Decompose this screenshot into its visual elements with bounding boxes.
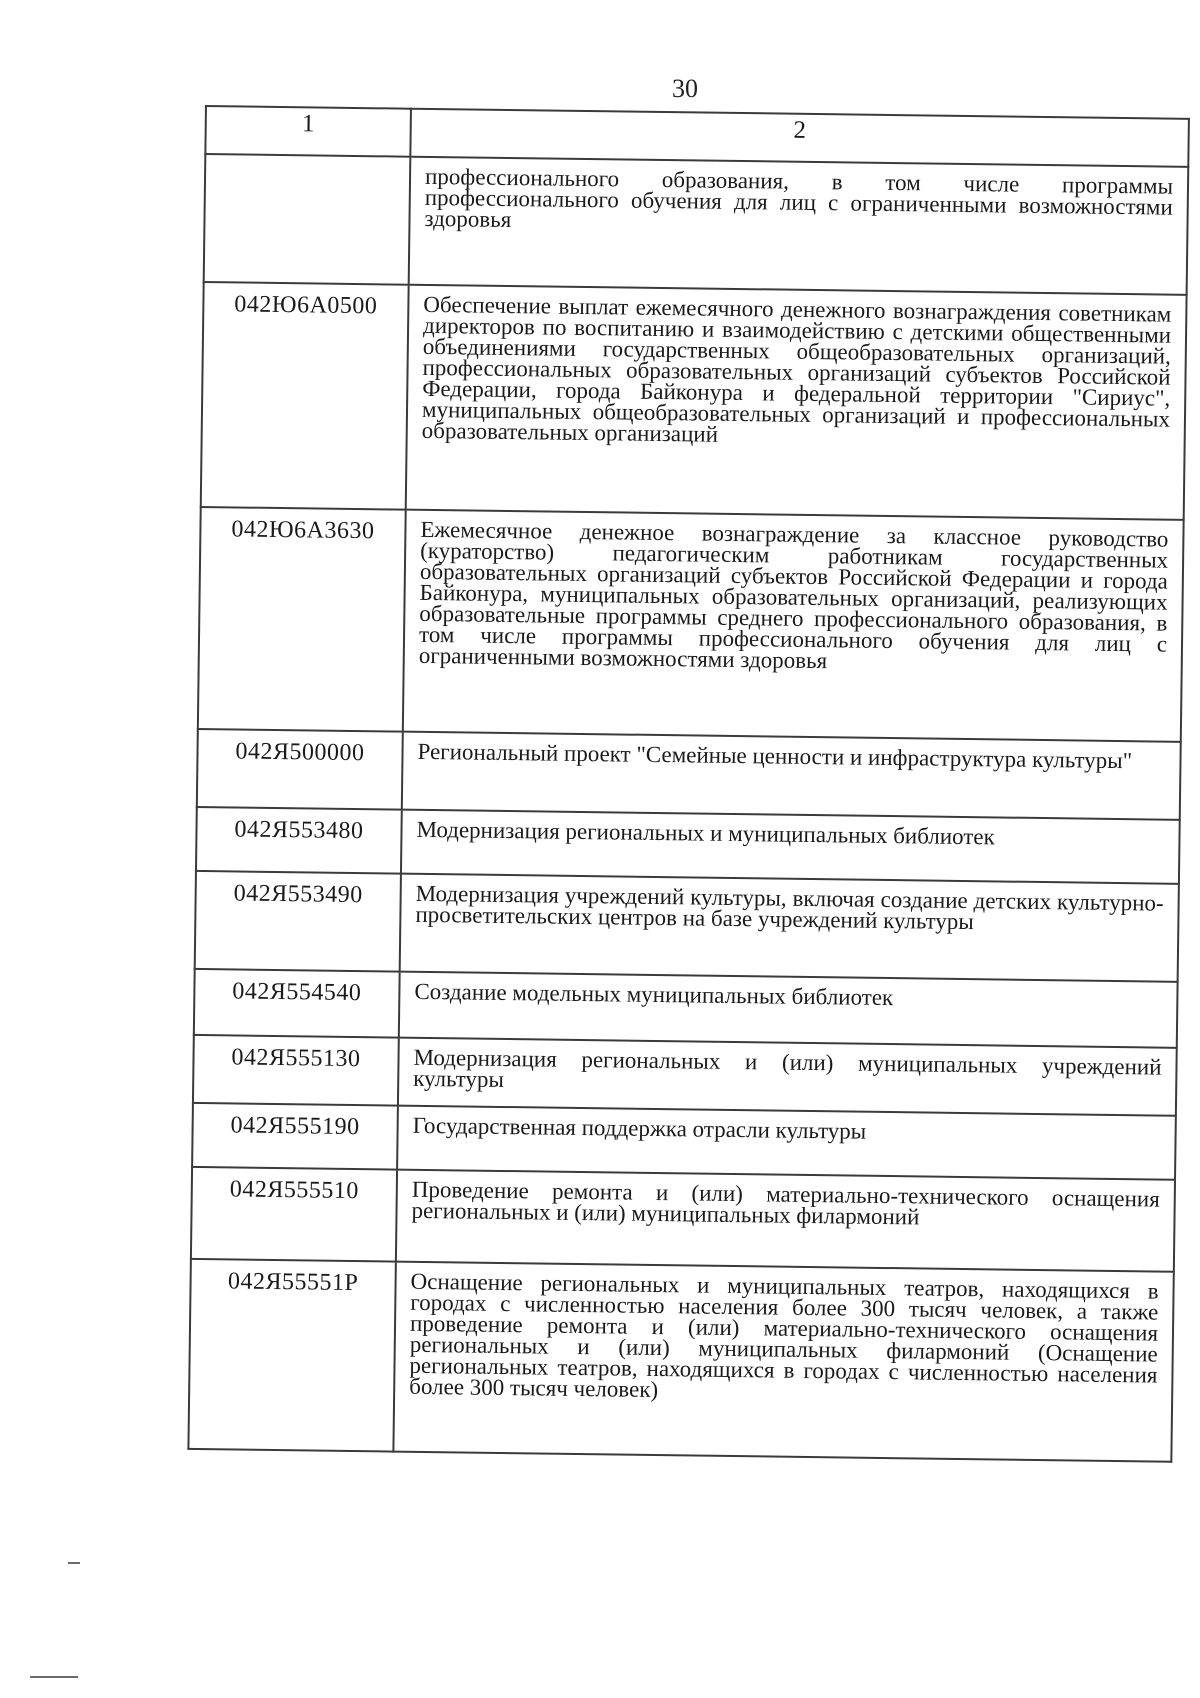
row-name: Модернизация учреждений культуры, включая создание детских культурно-просветительских центров на базе учреждений культуры <box>400 874 1179 982</box>
row-code: 042Я555510 <box>191 1167 397 1262</box>
table-row <box>193 1035 1177 1116</box>
row-name: Региональный проект "Семейные ценности и инфраструктура культуры" <box>402 732 1181 820</box>
row-code: 042Ю6А0500 <box>201 282 409 510</box>
row-code: 042Я553490 <box>195 871 401 972</box>
table-row <box>188 1259 1173 1462</box>
row-name: Создание модельных муниципальных библиотек <box>399 972 1178 1048</box>
table-row <box>197 729 1181 820</box>
row-name: Обеспечение выплат ежемесячного денежного вознаграждения советникам директоров по воспитанию и взаимодействию с детскими общественными объединениями государственных общеобразовательных организаций, профессиональных образовательных организаций субъектов Российской Федерации, города Байконура и федеральной территории "Сириус", муниципальных общеобразовательных организаций и профессиональных образовательных организаций <box>406 285 1187 520</box>
scan-artifact-mark <box>30 1676 78 1678</box>
table-row <box>195 871 1179 982</box>
column-header-name: 2 <box>410 109 1189 167</box>
table-row <box>191 1167 1175 1272</box>
page-number: 30 <box>672 74 698 103</box>
row-code: 042Я55551Р <box>188 1259 395 1452</box>
row-code: 042Я500000 <box>197 729 403 810</box>
row-code: 042Я554540 <box>194 969 400 1038</box>
row-name: Модернизация региональных и муниципальных библиотек <box>401 810 1180 884</box>
scan-artifact-mark <box>68 1562 80 1564</box>
row-name: Ежемесячное денежное вознаграждение за классное руководство (кураторство) педагогическим работникам государственных образовательных организаций субъектов Российской Федерации и города Байконура, муниципальных образовательных организаций, реализующих образовательные программы среднего профессионального образования, в том числе программы профессионального обучения для лиц с ограниченными возможностями здоровья <box>403 510 1184 742</box>
row-name: Модернизация региональных и (или) муниципальных учреждений культуры <box>398 1038 1177 1116</box>
table-row <box>198 507 1184 742</box>
table-row <box>201 282 1187 520</box>
row-name: Проведение ремонта и (или) материально-технического оснащения региональных и (или) муниципальных филармоний <box>396 1170 1175 1272</box>
row-code: 042Я555130 <box>193 1035 399 1106</box>
row-code: 042Я553480 <box>196 807 402 874</box>
row-name: Государственная поддержка отрасли культуры <box>397 1106 1176 1180</box>
table-row <box>204 154 1189 295</box>
row-code: 042Ю6А3630 <box>198 507 406 732</box>
row-name: профессионального образования, в том числе программы профессионального обучения для лиц с ограниченными возможностями здоровья <box>409 157 1189 295</box>
row-code <box>204 154 411 285</box>
row-name: Оснащение региональных и муниципальных театров, находящихся в городах с численностью населения более 300 тысяч человек, а также проведение ремонта и (или) материально-технического оснащения региональных и (или) муниципальных филармоний (Оснащение региональных театров, находящихся в городах с численностью населения более 300 тысяч человек) <box>393 1262 1173 1462</box>
row-code: 042Я555190 <box>192 1103 398 1170</box>
column-header-code: 1 <box>205 106 411 157</box>
budget-classification-table <box>187 105 1190 1463</box>
